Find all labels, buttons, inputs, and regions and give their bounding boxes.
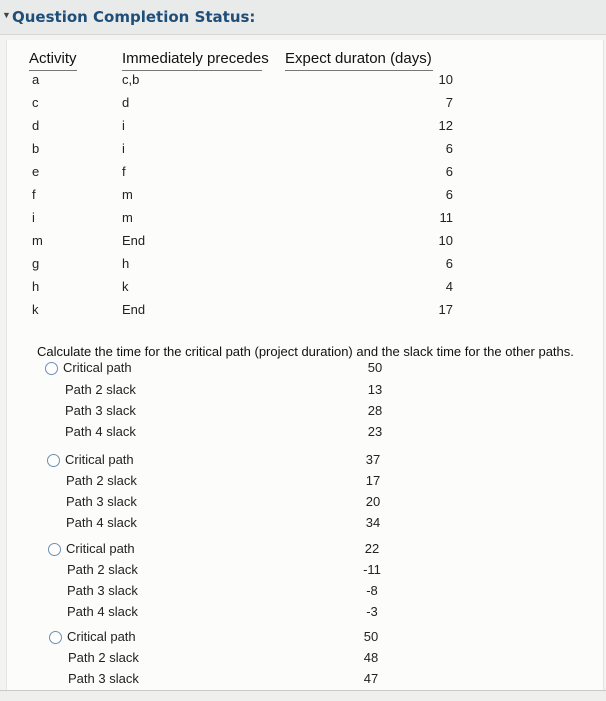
option-line-label: Path 2 slack — [66, 473, 137, 488]
option-line-label: Critical path — [67, 629, 136, 644]
precedes-header-underline — [122, 70, 262, 71]
bottom-divider — [0, 690, 606, 701]
precedes-cell: i — [122, 141, 125, 156]
duration-cell: 6 — [445, 164, 453, 179]
duration-cell: 4 — [445, 279, 453, 294]
option-line-value: 48 — [363, 650, 379, 665]
duration-cell: 7 — [445, 95, 453, 110]
activity-cell: c — [32, 95, 39, 110]
duration-cell: 10 — [438, 233, 453, 248]
option-line-value: 47 — [363, 671, 379, 686]
duration-cell: 11 — [439, 210, 453, 225]
option-line-label: Path 2 slack — [68, 650, 139, 665]
activity-cell: i — [32, 210, 35, 225]
duration-cell: 6 — [445, 141, 453, 156]
option-line-value: 17 — [365, 473, 381, 488]
activity-header-underline — [29, 70, 77, 71]
option-line-label: Path 4 slack — [65, 424, 136, 439]
duration-cell: 6 — [445, 256, 453, 271]
option-line-label: Critical path — [65, 452, 134, 467]
option-line-label: Path 3 slack — [66, 494, 137, 509]
precedes-cell: m — [122, 187, 133, 202]
option-line-value: 50 — [367, 360, 383, 375]
activity-cell: b — [32, 141, 40, 156]
option-line-label: Path 2 slack — [67, 562, 138, 577]
activity-cell: h — [32, 279, 40, 294]
option-line-label: Path 3 slack — [65, 403, 136, 418]
activity-cell: m — [32, 233, 43, 248]
precedes-cell: d — [122, 95, 130, 110]
option-line-label: Path 4 slack — [66, 515, 137, 530]
option-line-value: -3 — [366, 604, 378, 619]
duration-header: Expect duraton (days) — [285, 50, 432, 67]
option-line-value: 20 — [365, 494, 381, 509]
option-line-label: Path 3 slack — [68, 671, 139, 686]
option-line-value: 13 — [367, 382, 383, 397]
question-status-title: Question Completion Status: — [12, 8, 256, 26]
radio-button[interactable] — [45, 362, 58, 375]
activity-cell: e — [32, 164, 40, 179]
option-line-value: 28 — [367, 403, 383, 418]
option-line-value: 37 — [365, 452, 381, 467]
precedes-cell: i — [122, 118, 125, 133]
option-line-label: Path 3 slack — [67, 583, 138, 598]
precedes-cell: c,b — [122, 72, 140, 87]
duration-header-underline — [285, 70, 433, 71]
option-line-value: 50 — [363, 629, 379, 644]
duration-cell: 12 — [438, 118, 453, 133]
option-line-value: 34 — [365, 515, 381, 530]
duration-cell: 17 — [438, 302, 453, 317]
option-line-label: Path 4 slack — [67, 604, 138, 619]
precedes-cell: m — [122, 210, 133, 225]
question-text: Calculate the time for the critical path (project duration) and the slack time for the other paths. — [37, 344, 574, 359]
duration-cell: 10 — [438, 72, 453, 87]
option-line-label: Critical path — [63, 360, 132, 375]
precedes-cell: h — [122, 256, 130, 271]
question-panel — [6, 40, 604, 700]
precedes-header: Immediately precedes — [122, 50, 269, 67]
option-line-label: Critical path — [66, 541, 135, 556]
radio-button[interactable] — [47, 454, 60, 467]
collapse-arrow-icon[interactable]: ▼ — [2, 10, 11, 20]
precedes-cell: k — [122, 279, 129, 294]
precedes-cell: f — [122, 164, 126, 179]
activity-cell: g — [32, 256, 40, 271]
activity-cell: k — [32, 302, 39, 317]
precedes-cell: End — [122, 302, 146, 317]
precedes-cell: End — [122, 233, 146, 248]
activity-cell: a — [32, 72, 40, 87]
activity-cell: f — [32, 187, 36, 202]
activity-header: Activity — [29, 50, 77, 67]
option-line-value: 23 — [367, 424, 383, 439]
option-line-value: -8 — [366, 583, 378, 598]
activity-cell: d — [32, 118, 40, 133]
option-line-value: -11 — [363, 562, 381, 577]
duration-cell: 6 — [445, 187, 453, 202]
radio-button[interactable] — [49, 631, 62, 644]
question-status-header — [0, 0, 606, 35]
option-line-label: Path 2 slack — [65, 382, 136, 397]
radio-button[interactable] — [48, 543, 61, 556]
option-line-value: 22 — [364, 541, 380, 556]
